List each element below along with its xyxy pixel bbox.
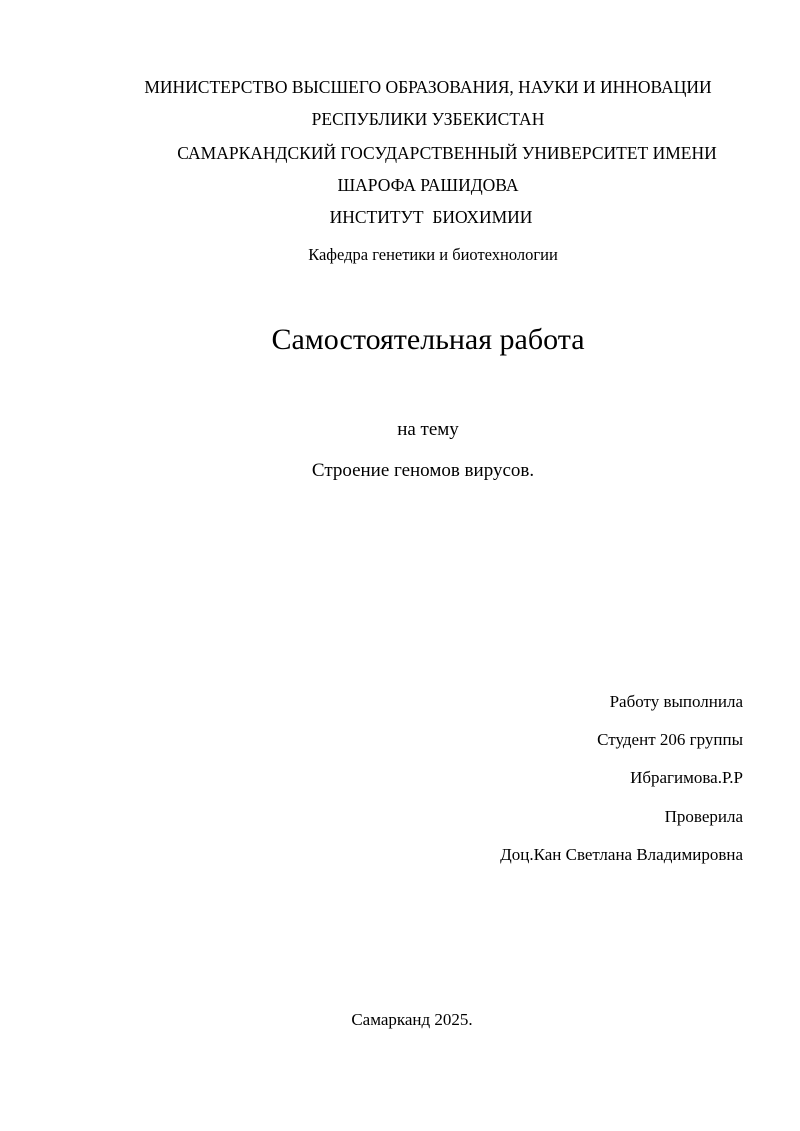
university-line-1: САМАРКАНДСКИЙ ГОСУДАРСТВЕННЫЙ УНИВЕРСИТЕТ ИМЕНИ [177,143,717,163]
student-group: Студент 206 группы [597,730,743,749]
topic-label: на тему [397,419,459,440]
performed-label: Работу выполнила [609,692,743,711]
department-name: Кафедра генетики и биотехнологии [308,245,558,264]
institute-name: ИНСТИТУТ БИОХИМИИ [329,207,533,227]
work-title: Самостоятельная работа [271,323,585,356]
checked-label: Проверила [664,807,743,826]
ministry-line-1: МИНИСТЕРСТВО ВЫСШЕГО ОБРАЗОВАНИЯ, НАУКИ И ИННОВАЦИИ [144,77,712,97]
university-line-2: ШАРОФА РАШИДОВА [337,175,519,195]
teacher-name: Доц.Кан Светлана Владимировна [500,845,743,864]
topic-title: Строение геномов вирусов. [311,460,535,481]
city-year: Самарканд 2025. [351,1010,473,1029]
student-name: Ибрагимова.Р.Р [630,768,743,787]
ministry-line-2: РЕСПУБЛИКИ УЗБЕКИСТАН [311,109,545,129]
